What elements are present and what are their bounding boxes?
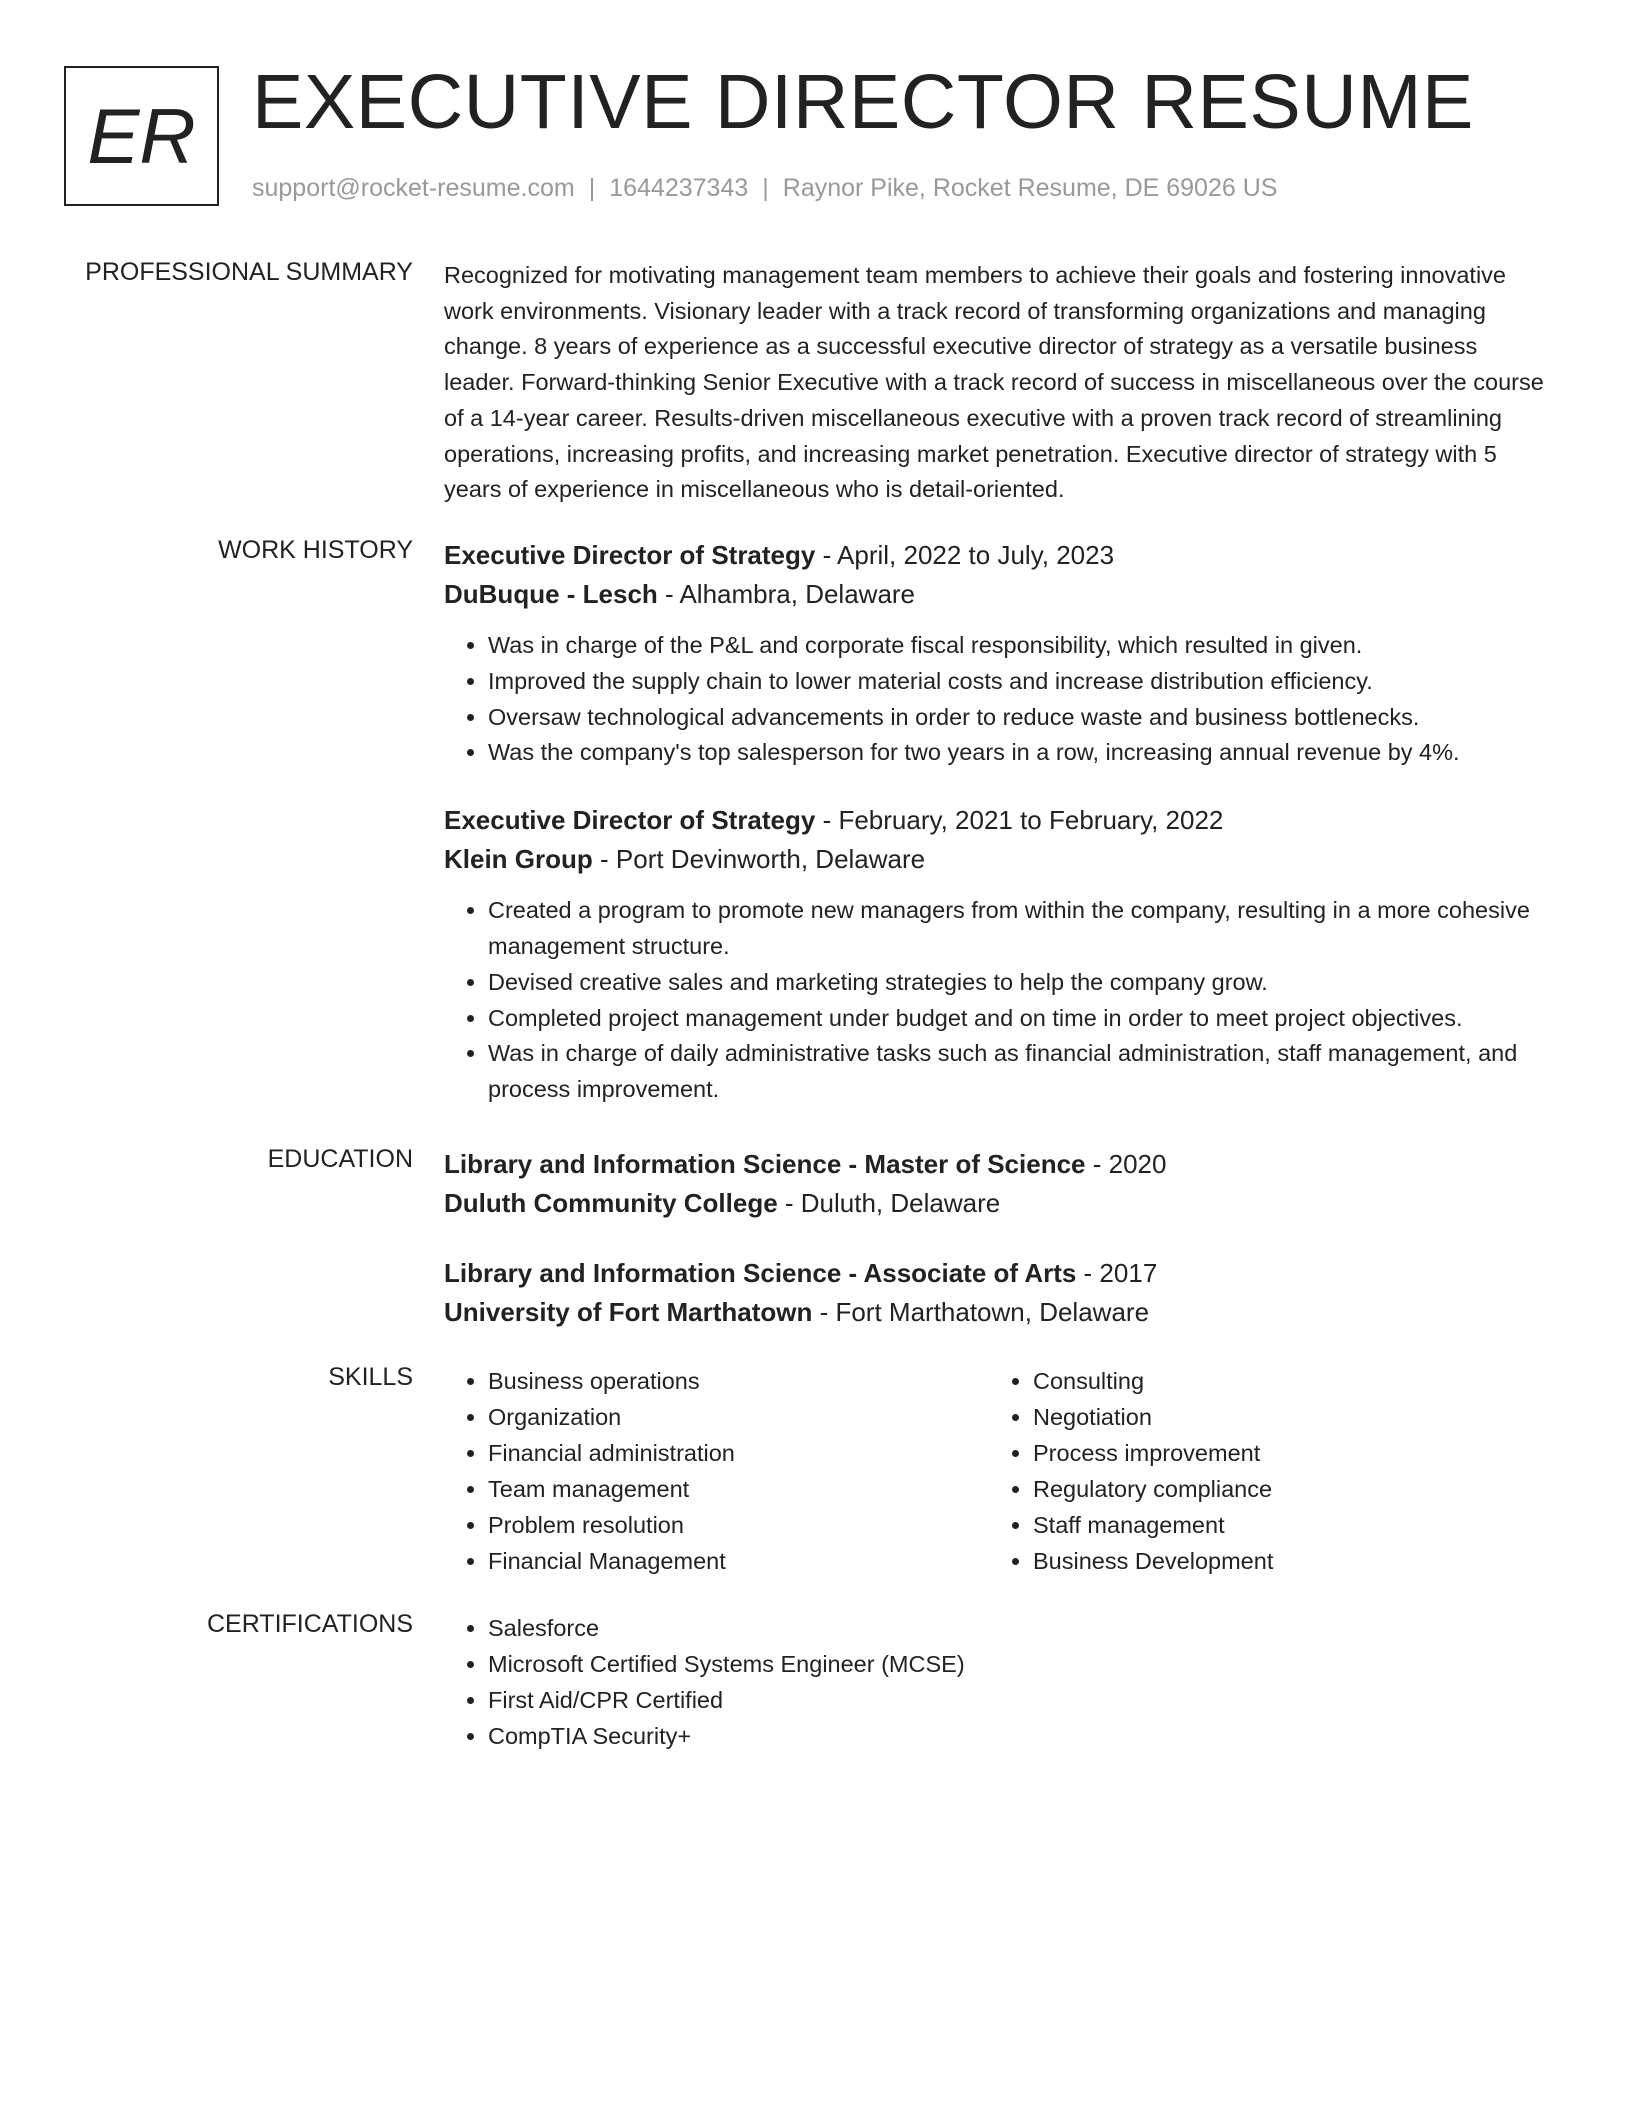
skills-column-left xyxy=(444,1363,989,1579)
education-school-line xyxy=(444,1293,1554,1332)
job-company-line xyxy=(444,575,1554,614)
job-bullet: • Oversaw technological advancements in order to reduce waste and business bottlenecks. xyxy=(488,700,1554,736)
education-year: - 2020 xyxy=(1085,1149,1167,1179)
job-bullet: • Devised creative sales and marketing strategies to help the company grow. xyxy=(488,965,1554,1001)
job-bullet: • Completed project management under budget and on time in order to meet project objectives. xyxy=(488,1001,1554,1037)
skill-item: • Organization xyxy=(488,1399,989,1435)
summary-text: Recognized for motivating management team members to achieve their goals and fostering innovative work environments. Visionary leader with a track record of transforming organizations and managing change. 8 years of experience as a successful executive director of strategy as a versatile business leader. Forward-thinking Senior Executive with a track record of success in miscellaneous over the course of a 14-year career. Results-driven miscellaneous executive with a proven track record of streamlining operations, increasing profits, and increasing market penetration. Executive director of strategy with 5 years of experience in miscellaneous who is detail-oriented. xyxy=(444,262,1544,503)
section-title-summary: PROFESSIONAL SUMMARY xyxy=(85,258,413,286)
job-role-line xyxy=(444,801,1554,840)
skill-item: • Problem resolution xyxy=(488,1507,989,1543)
job-bullet: • Created a program to promote new managers from within the company, resulting in a more cohesive management structure. xyxy=(488,893,1554,965)
skill-item: • Negotiation xyxy=(1033,1399,1534,1435)
section-title-education: EDUCATION xyxy=(267,1145,413,1173)
education-year: - 2017 xyxy=(1076,1258,1158,1288)
contact-address: Raynor Pike, Rocket Resume, DE 69026 US xyxy=(782,174,1278,202)
job-bullet: • Was in charge of daily administrative tasks such as financial administration, staff management, and process improvement. xyxy=(488,1036,1554,1108)
job-bullet: • Was the company's top salesperson for two years in a row, increasing annual revenue by 4%. xyxy=(488,735,1554,771)
job-location: - Port Devinworth, Delaware xyxy=(592,844,926,875)
section-title-certifications: CERTIFICATIONS xyxy=(206,1610,413,1638)
skill-item: • Consulting xyxy=(1033,1363,1534,1399)
certification-item: • CompTIA Security+ xyxy=(488,1718,1554,1754)
skill-item: • Staff management xyxy=(1033,1507,1534,1543)
education-entry xyxy=(444,1145,1554,1223)
certification-item: • First Aid/CPR Certified xyxy=(488,1682,1554,1718)
skills-grid xyxy=(444,1363,1554,1579)
skill-item: • Regulatory compliance xyxy=(1033,1471,1534,1507)
job-bullets xyxy=(444,893,1554,1108)
job-company: DuBuque - Lesch xyxy=(444,579,658,609)
skill-item: • Team management xyxy=(488,1471,989,1507)
job-company: Klein Group xyxy=(444,844,593,875)
job-role: Executive Director of Strategy xyxy=(444,540,816,570)
education-school-line xyxy=(444,1184,1554,1223)
initials-monogram: ER xyxy=(64,66,219,206)
contact-separator: | xyxy=(762,174,769,202)
education-school: Duluth Community College xyxy=(444,1188,778,1218)
contact-separator: | xyxy=(588,174,596,202)
job-role: Executive Director of Strategy xyxy=(444,805,816,836)
education-location: - Duluth, Delaware xyxy=(777,1188,1001,1218)
job-bullet: • Improved the supply chain to lower material costs and increase distribution efficiency. xyxy=(488,664,1554,700)
job-role-line xyxy=(444,536,1554,575)
section-title-skills: SKILLS xyxy=(328,1363,413,1391)
job-location: - Alhambra, Delaware xyxy=(657,579,916,609)
contact-phone: 1644237343 xyxy=(609,174,749,202)
certification-item: • Microsoft Certified Systems Engineer (MCSE) xyxy=(488,1646,1554,1682)
job-dates: - April, 2022 to July, 2023 xyxy=(815,540,1115,570)
job-entry xyxy=(444,801,1554,1108)
education-degree-line xyxy=(444,1254,1554,1293)
education-school: University of Fort Marthatown xyxy=(444,1297,813,1327)
education-entry xyxy=(444,1254,1554,1332)
section-title-work-history: WORK HISTORY xyxy=(218,536,413,564)
job-dates: - February, 2021 to February, 2022 xyxy=(815,805,1224,836)
education-degree: Library and Information Science - Associate of Arts xyxy=(444,1258,1077,1288)
education-degree-line xyxy=(444,1145,1554,1184)
job-company-line xyxy=(444,840,1554,879)
skill-item: • Business operations xyxy=(488,1363,989,1399)
resume-title: EXECUTIVE DIRECTOR RESUME xyxy=(252,59,1474,145)
education-degree: Library and Information Science - Master of Science xyxy=(444,1149,1086,1179)
certifications-list xyxy=(444,1610,1554,1754)
skill-item: • Process improvement xyxy=(1033,1435,1534,1471)
contact-line xyxy=(252,174,1277,203)
contact-email: support@rocket-resume.com xyxy=(252,174,575,202)
skill-item: • Financial Management xyxy=(488,1543,989,1579)
skill-item: • Financial administration xyxy=(488,1435,989,1471)
certification-item: • Salesforce xyxy=(488,1610,1554,1646)
job-bullet: • Was in charge of the P&L and corporate fiscal responsibility, which resulted in given. xyxy=(488,628,1554,664)
job-entry xyxy=(444,536,1554,771)
education-location: - Fort Marthatown, Delaware xyxy=(812,1297,1150,1327)
skills-column-right xyxy=(989,1363,1534,1579)
job-bullets xyxy=(444,628,1554,771)
skill-item: • Business Development xyxy=(1033,1543,1534,1579)
